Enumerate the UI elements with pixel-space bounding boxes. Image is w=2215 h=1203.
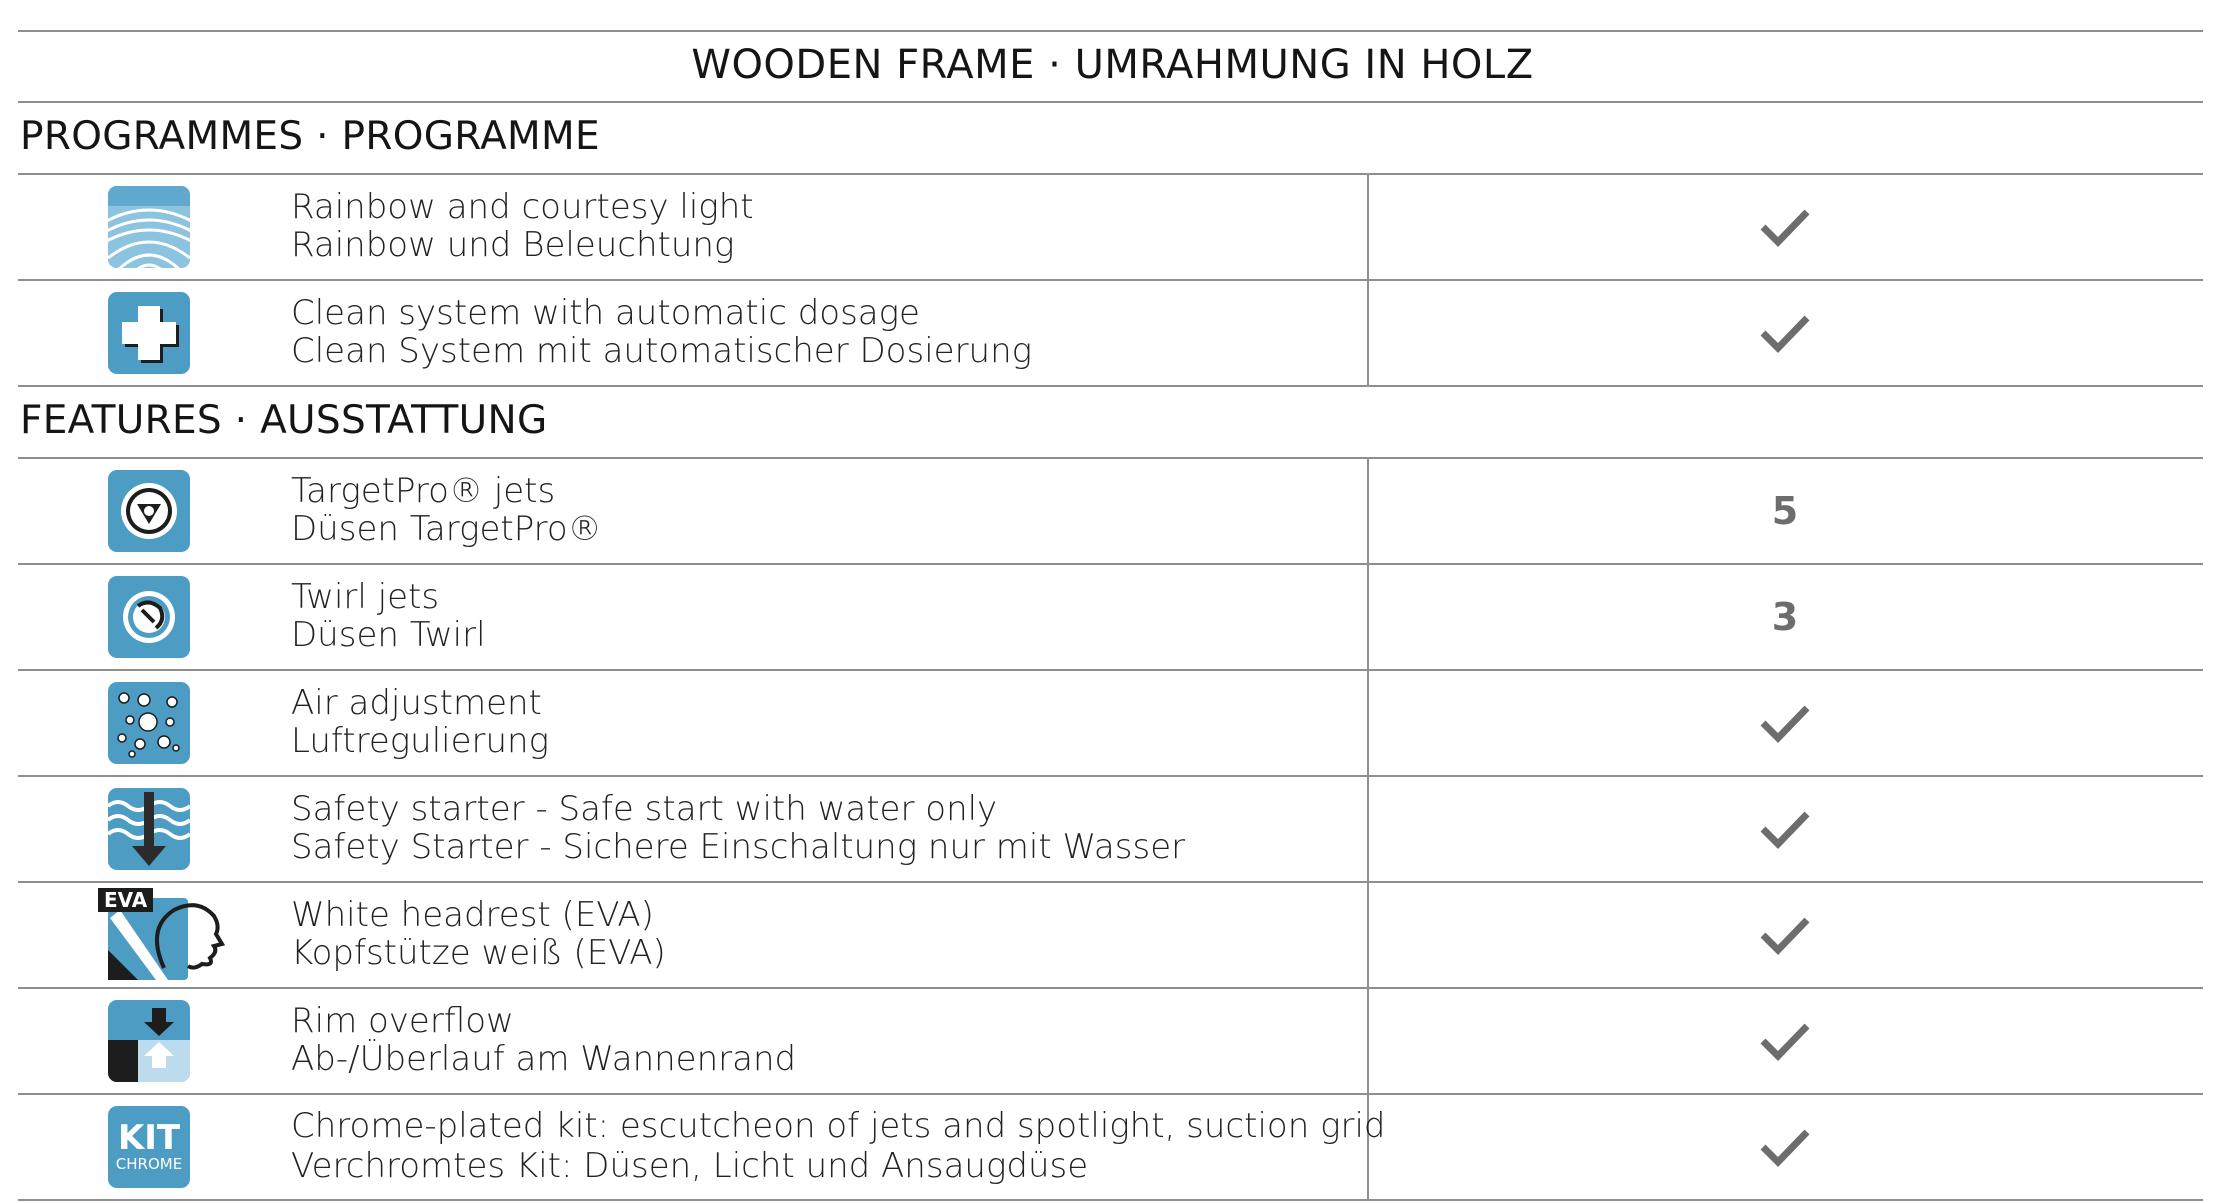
feature-label-en: Clean system with automatic dosage: [291, 293, 920, 333]
feature-label-de: Verchromtes Kit: Düsen, Licht und Ansaugdüse: [291, 1146, 1089, 1186]
feature-label-en: Rim overflow: [291, 1001, 514, 1041]
page-title: WOODEN FRAME · UMRAHMUNG IN HOLZ: [691, 42, 1534, 88]
feature-label-en: Rainbow and courtesy light: [291, 187, 754, 227]
feature-label-en: TargetPro® jets: [291, 471, 556, 511]
feature-label-en: Chrome-plated kit: escutcheon of jets and spotlight, suction grid: [291, 1106, 1386, 1146]
table-row: [18, 564, 2203, 670]
section-title-programmes: PROGRAMMES · PROGRAMME: [20, 114, 600, 159]
twirl-jet-icon: [108, 576, 190, 658]
feature-label-de: Kopfstütze weiß (EVA): [291, 933, 666, 973]
table-row: [18, 776, 2203, 882]
count-number: 3: [1771, 595, 1799, 639]
check-icon: [1370, 988, 2200, 1094]
feature-label-en: Air adjustment: [291, 683, 542, 723]
feature-label-en: Safety starter - Safe start with water only: [291, 789, 998, 829]
table-row: [18, 882, 2203, 988]
table-row: [18, 458, 2203, 564]
air-bubbles-icon: [108, 682, 190, 764]
table-row: [18, 670, 2203, 776]
headrest-eva-icon: [98, 888, 248, 980]
top-rule: [18, 30, 2203, 32]
jet-count-value: [1370, 458, 2200, 564]
chrome-label: CHROME: [115, 1155, 183, 1173]
feature-label-de: Luftregulierung: [291, 721, 549, 761]
rule: [18, 101, 2203, 103]
feature-label-en: White headrest (EVA): [291, 895, 654, 935]
check-icon: [1370, 670, 2200, 776]
feature-label-en: Twirl jets: [291, 577, 440, 617]
check-icon: [1370, 1094, 2200, 1200]
section-title-features: FEATURES · AUSSTATTUNG: [20, 398, 548, 443]
jet-count-value: [1370, 564, 2200, 670]
eva-badge: EVA: [98, 888, 153, 912]
kit-label: KIT: [117, 1118, 181, 1158]
table-row: [18, 280, 2203, 386]
feature-label-de: Safety Starter - Sichere Einschaltung nur mit Wasser: [291, 827, 1186, 867]
table-row: [18, 988, 2203, 1094]
check-icon: [1370, 776, 2200, 882]
safety-starter-icon: [108, 788, 190, 870]
table-row: [18, 1094, 2203, 1200]
check-icon: [1370, 882, 2200, 988]
chrome-kit-icon: [108, 1106, 190, 1188]
feature-label-de: Düsen TargetPro®: [291, 509, 602, 549]
clean-system-icon: [108, 292, 190, 374]
feature-label-de: Rainbow und Beleuchtung: [291, 225, 735, 265]
feature-label-de: Ab-/Überlauf am Wannenrand: [291, 1039, 797, 1079]
rim-overflow-icon: [108, 1000, 190, 1082]
check-icon: [1370, 280, 2200, 386]
count-number: 5: [1771, 489, 1799, 533]
table-row: [18, 174, 2203, 280]
feature-label-de: Clean System mit automatischer Dosierung: [291, 331, 1033, 371]
check-icon: [1370, 174, 2200, 280]
feature-label-de: Düsen Twirl: [291, 615, 486, 655]
rainbow-light-icon: [108, 186, 190, 268]
targetpro-jet-icon: [108, 470, 190, 552]
